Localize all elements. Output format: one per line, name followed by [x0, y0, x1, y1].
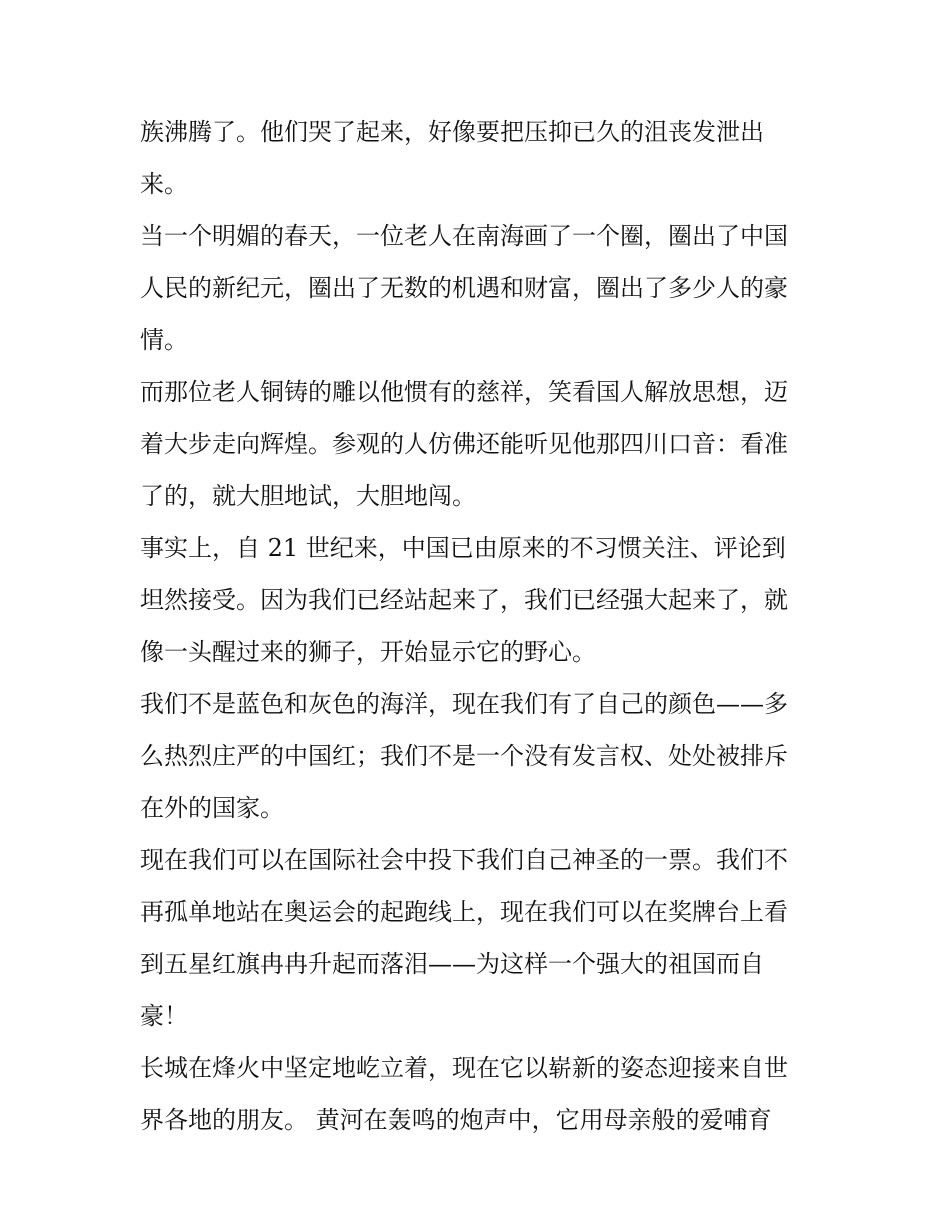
text-line: 现在我们可以在国际社会中投下我们自己神圣的一票。我们不 — [140, 846, 788, 874]
text-line: 来。 — [140, 170, 188, 198]
text-line: 豪！ — [140, 1002, 188, 1030]
text-line: 到五星红旗冉冉升起而落泪——为这样一个强大的祖国而自 — [140, 950, 764, 978]
text-line: 族沸腾了。他们哭了起来，好像要把压抑已久的沮丧发泄出 — [140, 118, 764, 146]
text-line: 事实上，自 21 世纪来，中国已由原来的不习惯关注、评论到 — [140, 534, 786, 562]
text-line: 坦然接受。因为我们已经站起来了，我们已经强大起来了，就 — [140, 586, 788, 614]
text-line: 再孤单地站在奥运会的起跑线上，现在我们可以在奖牌台上看 — [140, 898, 788, 926]
text-line: 长城在烽火中坚定地屹立着，现在它以崭新的姿态迎接来自世 — [140, 1054, 788, 1082]
text-line: 人民的新纪元，圈出了无数的机遇和财富，圈出了多少人的豪 — [140, 274, 788, 302]
text-line: 着大步走向辉煌。参观的人仿佛还能听见他那四川口音：看准 — [140, 430, 788, 458]
text-line: 界各地的朋友。 黄河在轰鸣的炮声中，它用母亲般的爱哺育 — [140, 1106, 772, 1134]
text-line: 而那位老人铜铸的雕以他惯有的慈祥，笑看国人解放思想，迈 — [140, 378, 788, 406]
text-line: 我们不是蓝色和灰色的海洋，现在我们有了自己的颜色——多 — [140, 690, 788, 718]
text-line: 在外的国家。 — [140, 794, 284, 822]
text-line: 情。 — [140, 326, 188, 354]
text-line: 了的，就大胆地试，大胆地闯。 — [140, 482, 476, 510]
text-line: 当一个明媚的春天，一位老人在南海画了一个圈，圈出了中国 — [140, 222, 788, 250]
body-text — [140, 106, 820, 1146]
text-line: 么热烈庄严的中国红；我们不是一个没有发言权、处处被排斥 — [140, 742, 788, 770]
text-line: 像一头醒过来的狮子，开始显示它的野心。 — [140, 638, 596, 666]
